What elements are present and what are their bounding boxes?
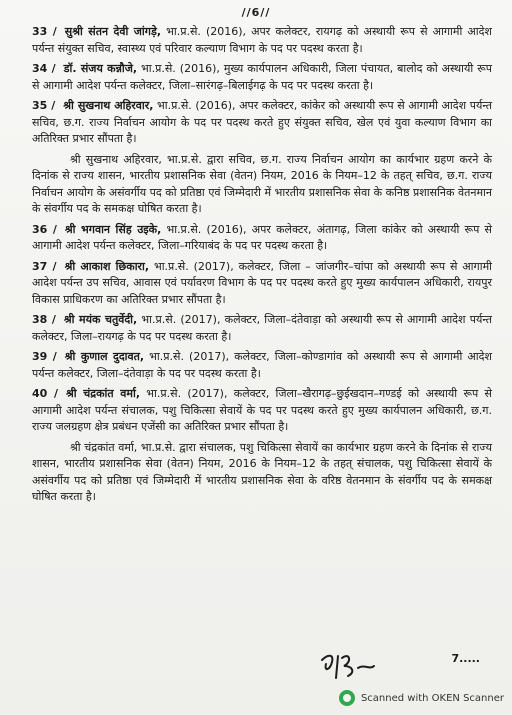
- scanner-watermark: [339, 689, 504, 707]
- item-text: भा.प्र.से. (2017), कलेक्टर, जिला – जांजगीर–चांपा को अस्थायी रूप से आगामी आदेश पर्यन्त उप सचिव, आवास एवं पर्यावरण विभाग के पद पर पदस्थ करते हुए मुख्य कार्यपालन अधिकारी, रायपुर विकास प्राधिकरण का अतिरिक्त प्रभार सौंपता है।: [32, 259, 493, 306]
- order-item-38: [32, 312, 492, 345]
- item-number: 35 /: [32, 99, 56, 112]
- order-item-35: [32, 98, 492, 148]
- item-text: भा.प्र.से. (2016), अपर कलेक्टर, रायगढ़ को अस्थायी रूप से आगामी आदेश पर्यन्त संयुक्त सचिव, स्वास्थ्य एवं परिवार कल्याण विभाग के पद पर पदस्थ करता है।: [32, 25, 492, 55]
- oken-scanner-logo-icon: [339, 690, 355, 706]
- officer-name: श्री मयंक चतुर्वेदी,: [63, 313, 138, 326]
- item-number: 40 /: [32, 387, 58, 400]
- officer-name: श्री भगवान सिंह उइके,: [64, 222, 162, 236]
- item-text: भा.प्र.से. (2016), मुख्य कार्यपालन अधिकारी, जिला पंचायत, बालोद को अस्थायी रूप से आगामी आदेश पर्यन्त कलेक्टर, जिला–सारंगढ़–बिलाईगढ़ के पद पर पदस्थ करता है।: [32, 62, 492, 92]
- item-number: 39 /: [32, 350, 57, 363]
- item-text: भा.प्र.से. (2017), कलेक्टर, जिला–कोण्डागांव को अस्थायी रूप से आगामी आदेश पर्यन्त कलेक्टर, जिला–दंतेवाड़ा के पद पर पदस्थ करता है।: [32, 350, 492, 380]
- item-number: 34 /: [32, 62, 56, 75]
- item-text: भा.प्र.से. (2016), अपर कलेक्टर, कांकेर को अस्थायी रूप से आगामी आदेश पर्यन्त सचिव, छ.ग. राज्य निर्वाचन आयोग के पद पर पदस्थ करते हुए संयुक्त सचिव, खेल एवं युवा कल्याण विभाग का अतिरिक्त प्रभार सौंपता है।: [32, 99, 493, 145]
- order-item-34: [32, 61, 492, 94]
- scanner-label: Scanned with OKEN Scanner: [360, 692, 504, 704]
- officer-name: डॉ. संजय कन्नौजे,: [63, 62, 138, 75]
- item-number: 33 /: [32, 25, 57, 38]
- item-text: भा.प्र.से. (2017), कलेक्टर, जिला–दंतेवाड़ा को अस्थायी रूप से आगामी आदेश पर्यन्त कलेक्टर, जिला–रायगढ़ के पद पर पदस्थ करता है।: [32, 313, 492, 343]
- officer-name: श्री कुणाल दुदावत,: [64, 350, 145, 363]
- note-text: श्री चंद्रकांत वर्मा, भा.प्र.से. द्वारा संचालक, पशु चिकित्सा सेवायें का कार्यभार ग्रहण करने के दिनांक से राज्य शासन, भारतीय प्रशासनिक सेवा (वेतन) नियम, 2016 के नियम–12 के तहत् संचालक, पशु चिकित्सा सेवायें के असंवर्गीय पद को प्रतिष्ठा एवं जिम्मेदारी में भारतीय प्रशासनिक सेवा के वरिष्ठ वेतनमान के संवर्गीय पद के समकक्ष घोषित करता है।: [32, 440, 492, 503]
- signature-icon: [318, 648, 378, 684]
- officer-name: श्री आकाश छिकारा,: [64, 259, 150, 273]
- item-number: 37 /: [32, 259, 57, 273]
- item-number: 36 /: [32, 222, 57, 236]
- order-note-35: [32, 152, 492, 218]
- officer-name: सुश्री संतन देवी जांगड़े,: [64, 25, 162, 38]
- item-text: भा.प्र.से. (2016), अपर कलेक्टर, अंतागढ़, जिला कांकेर को अस्थायी रूप से आगामी आदेश पर्यन्त कलेक्टर, जिला–गरियाबंद के पद पर पदस्थ करता है।: [32, 222, 492, 252]
- order-item-37: [32, 259, 492, 309]
- order-item-39: [32, 349, 492, 382]
- officer-name: श्री चंद्रकांत वर्मा,: [65, 387, 140, 400]
- item-text: भा.प्र.से. (2017), कलेक्टर, जिला–खैरागढ़–छुईखदान–गण्डई को अस्थायी रूप से आगामी आदेश पर्यन्त संचालक, पशु चिकित्सा सेवायें के पद पर पदस्थ करते हुए मुख्य कार्यपालन अधिकारी, छ.ग. राज्य जलग्रहण क्षेत्र प्रबंधन एजेंसी का अतिरिक्त प्रभार सौंपता है।: [32, 387, 492, 433]
- order-note-40: [32, 440, 492, 506]
- note-text: श्री सुखनाथ अहिरवार, भा.प्र.से. द्वारा सचिव, छ.ग. राज्य निर्वाचन आयोग का कार्यभार ग्रहण करने के दिनांक से राज्य शासन, भारतीय प्रशासनिक सेवा (वेतन) नियम, 2016 के नियम–12 के तहत् सचिव, छ.ग. राज्य निर्वाचन आयोग के असंवर्गीय पद को प्रतिष्ठा एवं जिम्मेदारी में भारतीय प्रशासनिक सेवा के कनिष्ठ प्रशासनिक वेतनमान के संवर्गीय पद के समकक्ष घोषित करता है।: [32, 152, 492, 215]
- next-page-marker: 7.....: [451, 652, 480, 665]
- document-body: [32, 24, 492, 509]
- item-number: 38 /: [32, 313, 56, 326]
- order-item-40: [32, 386, 492, 436]
- order-item-33: [32, 24, 492, 57]
- order-item-36: [32, 222, 492, 255]
- officer-name: श्री सुखनाथ अहिरवार,: [63, 99, 154, 112]
- page-number: //6//: [241, 6, 271, 19]
